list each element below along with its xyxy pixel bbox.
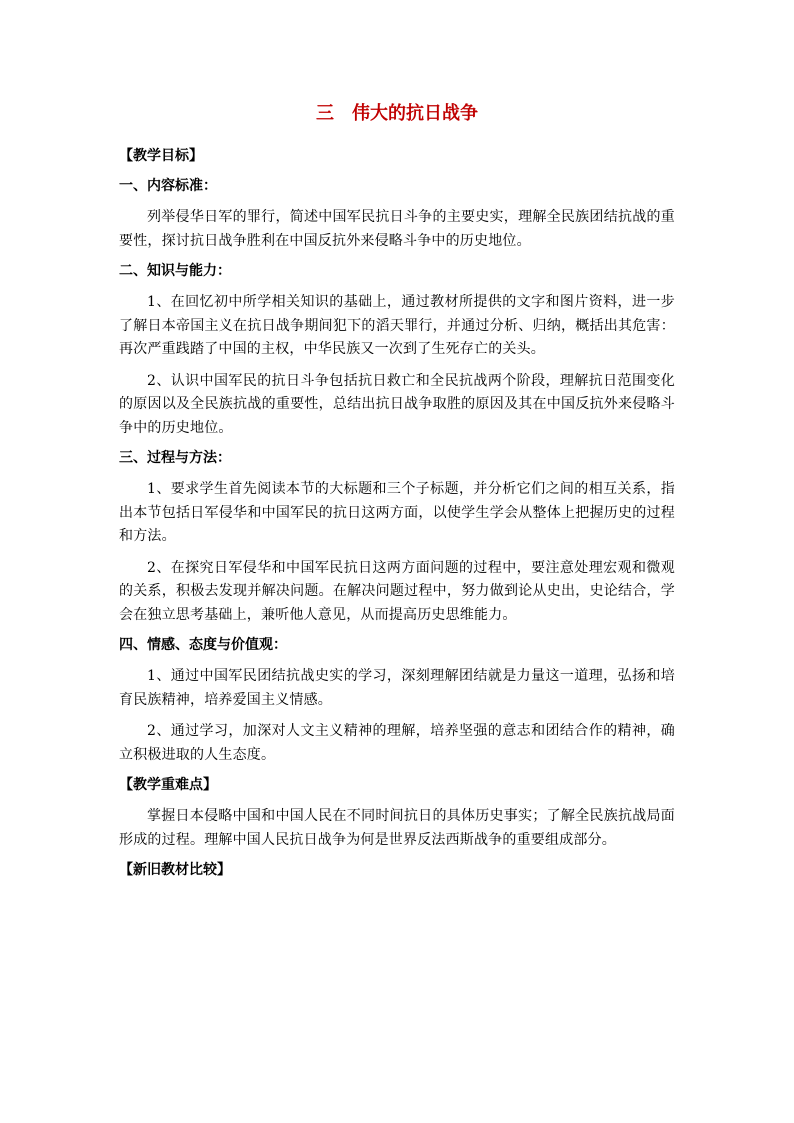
key-points-paragraph: 掌握日本侵略中国和中国人民在不同时间抗日的具体历史事实；了解全民族抗战局面形成的过程。理解中国人民抗日战争为何是世界反法西斯战争的重要组成部分。	[119, 808, 675, 848]
document-page	[119, 100, 675, 890]
process-paragraph-1: 1、要求学生首先阅读本节的大标题和三个子标题，并分析它们之间的相互关系，指出本节包括日军侵华和中国军民的抗日这两方面，以使学生学会从整体上把握历史的过程和方法。	[119, 481, 675, 544]
knowledge-heading: 二、知识与能力：	[119, 263, 231, 279]
content-standard-paragraph: 列举侵华日军的罪行，简述中国军民抗日斗争的主要史实，理解全民族团结抗战的重要性，探讨抗日战争胜利在中国反抗外来侵略斗争中的历史地位。	[119, 209, 675, 249]
process-paragraph-2: 2、在探究日军侵华和中国军民抗日这两方面问题的过程中，要注意处理宏观和微观的关系，积极去发现并解决问题。在解决问题过程中，努力做到论从史出，史论结合，学会在独立思考基础上，兼听他人意见，从而提高历史思维能力。	[119, 559, 675, 623]
values-heading: 四、情感、态度与价值观：	[119, 637, 287, 653]
key-points-label: 【教学重难点】	[119, 777, 217, 793]
objectives-label: 【教学目标】	[119, 148, 203, 164]
values-paragraph-2: 2、通过学习，加深对人文主义精神的理解，培养坚强的意志和团结合作的精神，确立积极进取的人生态度。	[119, 723, 675, 763]
comparison-label: 【新旧教材比较】	[119, 862, 231, 878]
document-title: 三 伟大的抗日战争	[316, 103, 478, 124]
values-paragraph-1: 1、通过中国军民团结抗战史实的学习，深刻理解团结就是力量这一道理，弘扬和培育民族精神，培养爱国主义情感。	[119, 668, 675, 708]
content-standard-heading: 一、内容标准：	[119, 178, 217, 194]
process-heading: 三、过程与方法：	[119, 450, 231, 466]
knowledge-paragraph-1: 1、在回忆初中所学相关知识的基础上，通过教材所提供的文字和图片资料，进一步了解日本帝国主义在抗日战争期间犯下的滔天罪行，并通过分析、归纳，概括出其危害：再次严重践踏了中国的主权，中华民族又一次到了生死存亡的关头。	[119, 294, 675, 357]
knowledge-paragraph-2: 2、认识中国军民的抗日斗争包括抗日救亡和全民抗战两个阶段，理解抗日范围变化的原因以及全民族抗战的重要性，总结出抗日战争取胜的原因及其在中国反抗外来侵略斗争中的历史地位。	[119, 372, 675, 436]
